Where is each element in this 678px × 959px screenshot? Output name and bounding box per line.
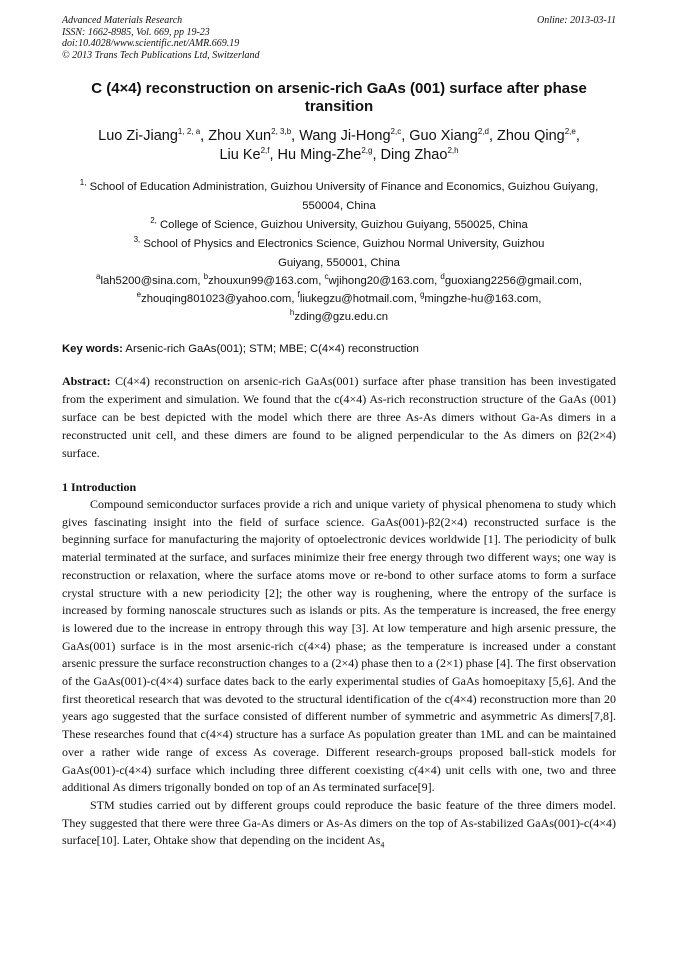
section-heading-introduction: 1 Introduction <box>62 480 137 494</box>
affiliation-2: $^{2,}$ College of Science, Guizhou University, Guizhou Guiyang, 550025, China <box>150 216 528 231</box>
abstract-label: Abstract: <box>62 374 111 388</box>
paper-title: C (4×4) reconstruction on arsenic-rich GaAs (001) surface after phase transition <box>91 80 587 115</box>
affiliation-list <box>66 178 612 273</box>
email: $^d$guoxiang2256@gmail.com, <box>440 272 582 287</box>
email: $^e$zhouqing801023@yahoo.com, <box>136 290 298 305</box>
paragraph: STM studies carried out by different groups could reproduce the basic feature of the three dimers model. They suggested that there were three Ga-As dimers or As-As dimers on the top of As-stabilized GaAs(001)-c(4×4) surface[10]. Later, Ohtake show that depending on the incident $As_4$ <box>62 797 616 850</box>
author: Zhou Xun$^{2, 3,b}$, <box>208 127 300 144</box>
email: $^h$zding@gzu.edu.cn <box>289 308 389 323</box>
keywords <box>62 342 616 357</box>
journal-header <box>62 15 616 61</box>
author: Hu Ming-Zhe$^{2,g}$, <box>277 146 381 163</box>
email: $^f$liukegzu@hotmail.com, <box>297 290 420 305</box>
email-list <box>62 272 616 326</box>
author: Zhou Qing$^{2,e}$, <box>497 127 580 144</box>
copyright-line: © 2013 Trans Tech Publications Ltd, Switzerland <box>62 49 260 61</box>
affiliation-3: $^{3,}$ School of Physics and Electronics Science, Guizhou Normal University, Guizhou Guiyang, 550001, China <box>133 235 545 269</box>
author-list <box>60 127 618 165</box>
paragraph: Compound semiconductor surfaces provide a rich and unique variety of physical phenomena to study which gives fascinating insight into the field of surface science. GaAs(001)-β2(2×4) reconstructed surface is the beginning surface for manufacturing the majority of optoelectronic devices worldwide [1]. The periodicity of bulk material terminated at the surface, and surfaces minimize their free energy through two different ways; one way is reconstruction or relaxation, where the surface atoms move or re-bond to other surface atoms to form a surface crystal structure with a new periodicity [2]; the other way is roughening, where the entropy of the surface is increased by forming nanoscale structures such as islands or pits. As the temperature is increased, the free energy is lowered due to the increase in entropy through this way [3]. At low temperature and high arsenic pressure, the GaAs(001) surface is in the most arsenic-rich c(4×4) phase; as the temperature is increased under a constant arsenic pressure the surface reconstruction changes to a (2×4) phase then to a (2×1) phase [4]. The first observation of the GaAs(001)-c(4×4) surface dates back to the early experimental studies of GaAs homoepitaxy [5,6]. And the first theoretical research that was devoted to the structural identification of the c(4×4) reconstruction more than 20 years ago suggested that the surface consisted of different number of symmetric and asymmetric As dimers[7,8]. These researches found that c(4×4) structure has a surface As population greater than 1ML and can be maintained over a rather wide range of excess As coverage. Different research-groups proposed ball-stick models for GaAs(001)-c(4×4) surface which including three different coexisting c(4×4) unit cells with one, two and three additional As dimers trigonally bonded on top of an As terminated surface[9]. <box>62 497 616 795</box>
introduction-body <box>62 496 616 850</box>
email: $^b$zhouxun99@163.com, <box>203 272 325 287</box>
email: $^g$mingzhe-hu@163.com, <box>419 290 542 305</box>
keywords-text: Arsenic-rich GaAs(001); STM; MBE; C(4×4) reconstruction <box>122 343 419 355</box>
abstract <box>62 372 616 462</box>
keywords-label: Key words: <box>62 343 123 355</box>
author: Wang Ji-Hong$^{2,c}$, <box>299 127 410 144</box>
abstract-text: C(4×4) reconstruction on arsenic-rich GaAs(001) surface after phase transition has been investigated from the experiment and simulation. We found that the c(4×4) As-rich reconstruction structure of the GaAs (001) surface can be best depicted with the model which there are three As-As dimers without Ga-As dimers in a reconstructed unit cell, and these dimers are found to be aligned perpendicular to the As dimers on β2(2×4) surface. <box>62 374 616 460</box>
author: Ding Zhao$^{2,h}$ <box>380 146 459 163</box>
issn-line: ISSN: 1662-8985, Vol. 669, pp 19-23 <box>62 26 210 38</box>
affiliation-1: $^{1,}$ School of Education Administration, Guizhou University of Finance and Economics, Guizhou Guiyang, 550004, China <box>79 178 599 212</box>
online-date: Online: 2013-03-11 <box>537 15 616 26</box>
author: Liu Ke$^{2,f}$, <box>219 146 278 163</box>
author: Guo Xiang$^{2,d}$, <box>409 127 497 144</box>
email: $^c$wjihong20@163.com, <box>324 272 441 287</box>
author: Luo Zi-Jiang$^{1, 2, a}$, <box>98 127 209 144</box>
doi-line: doi:10.4028/www.scientific.net/AMR.669.19 <box>62 38 240 49</box>
journal-name: Advanced Materials Research <box>62 15 183 26</box>
email: $^a$lah5200@sina.com, <box>96 272 204 287</box>
